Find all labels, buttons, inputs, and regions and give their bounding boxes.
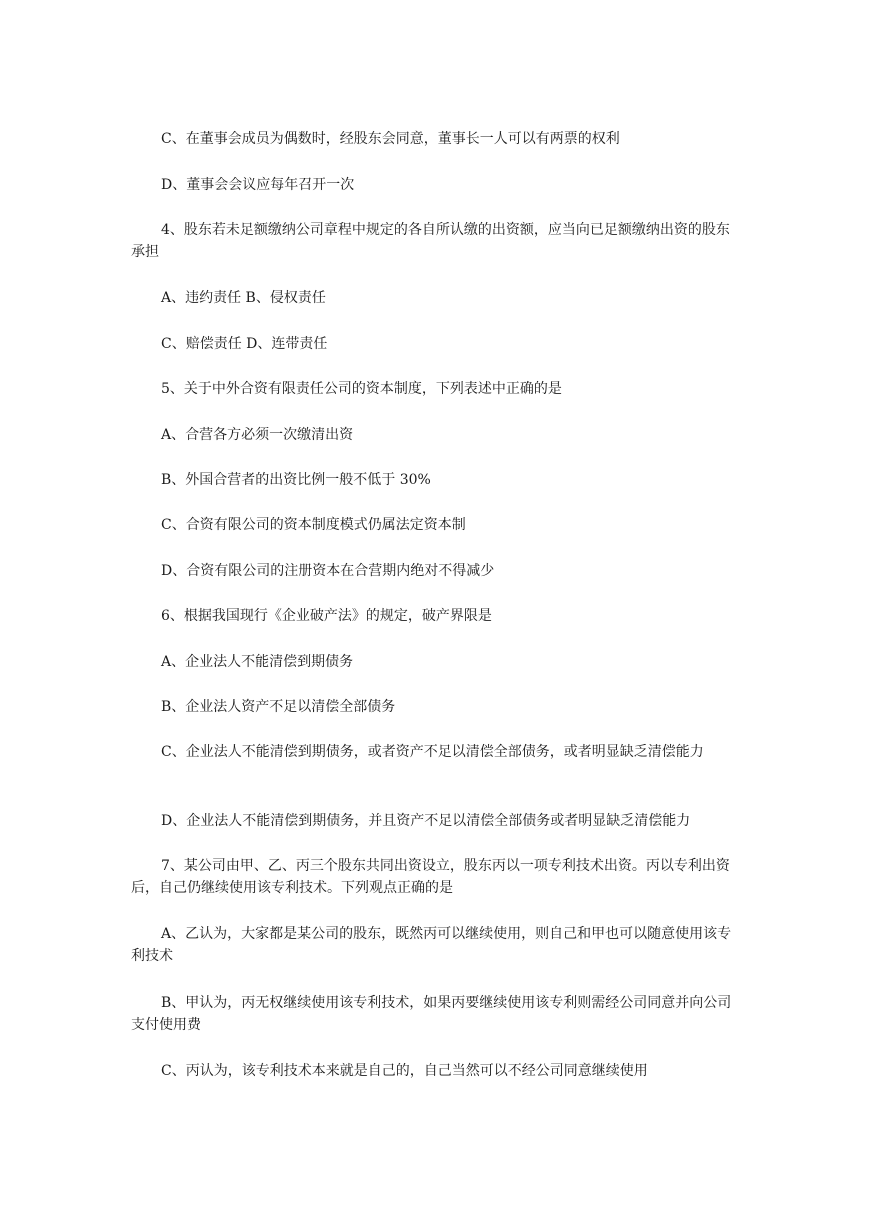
option-7b: B、甲认为，丙无权继续使用该专利技术，如果丙要继续使用该专利则需经公司同意并向公司支付使用费 [131,995,732,1033]
option-5b: B、外国合营者的出资比例一般不低于 30% [161,472,431,488]
option-6d: D、企业法人不能清偿到期债务，并且资产不足以清偿全部债务或者明显缺乏清偿能力 [161,813,691,829]
question-6: 6、根据我国现行《企业破产法》的规定，破产界限是 [161,608,492,624]
option-5d: D、合资有限公司的注册资本在合营期内绝对不得减少 [161,563,495,579]
options-4cd: C、赔偿责任 D、连带责任 [161,336,328,352]
question-5: 5、关于中外合资有限责任公司的资本制度，下列表述中正确的是 [161,381,562,397]
question-7: 7、某公司由甲、乙、丙三个股东共同出资设立，股东丙以一项专利技术出资。丙以专利出资后，自己仍继续使用该专利技术。下列观点正确的是 [131,858,730,896]
option-3d: D、董事会会议应每年召开一次 [161,177,355,193]
option-5a: A、合营各方必须一次缴清出资 [161,427,354,443]
question-4: 4、股东若未足额缴纳公司章程中规定的各自所认缴的出资额，应当向已足额缴纳出资的股东承担 [131,222,730,260]
option-6c: C、企业法人不能清偿到期债务，或者资产不足以清偿全部债务，或者明显缺乏清偿能力 [161,744,704,760]
option-3c: C、在董事会成员为偶数时，经股东会同意，董事长一人可以有两票的权利 [161,131,620,147]
option-6a: A、企业法人不能清偿到期债务 [161,654,354,670]
option-5c: C、合资有限公司的资本制度模式仍属法定资本制 [161,517,466,533]
options-4ab: A、违约责任 B、侵权责任 [161,290,326,306]
option-7a: A、乙认为，大家都是某公司的股东，既然丙可以继续使用，则自己和甲也可以随意使用该专利技术 [131,926,732,964]
option-6b: B、企业法人资产不足以清偿全部债务 [161,699,396,715]
option-7c: C、丙认为，该专利技术本来就是自己的，自己当然可以不经公司同意继续使用 [161,1063,648,1079]
